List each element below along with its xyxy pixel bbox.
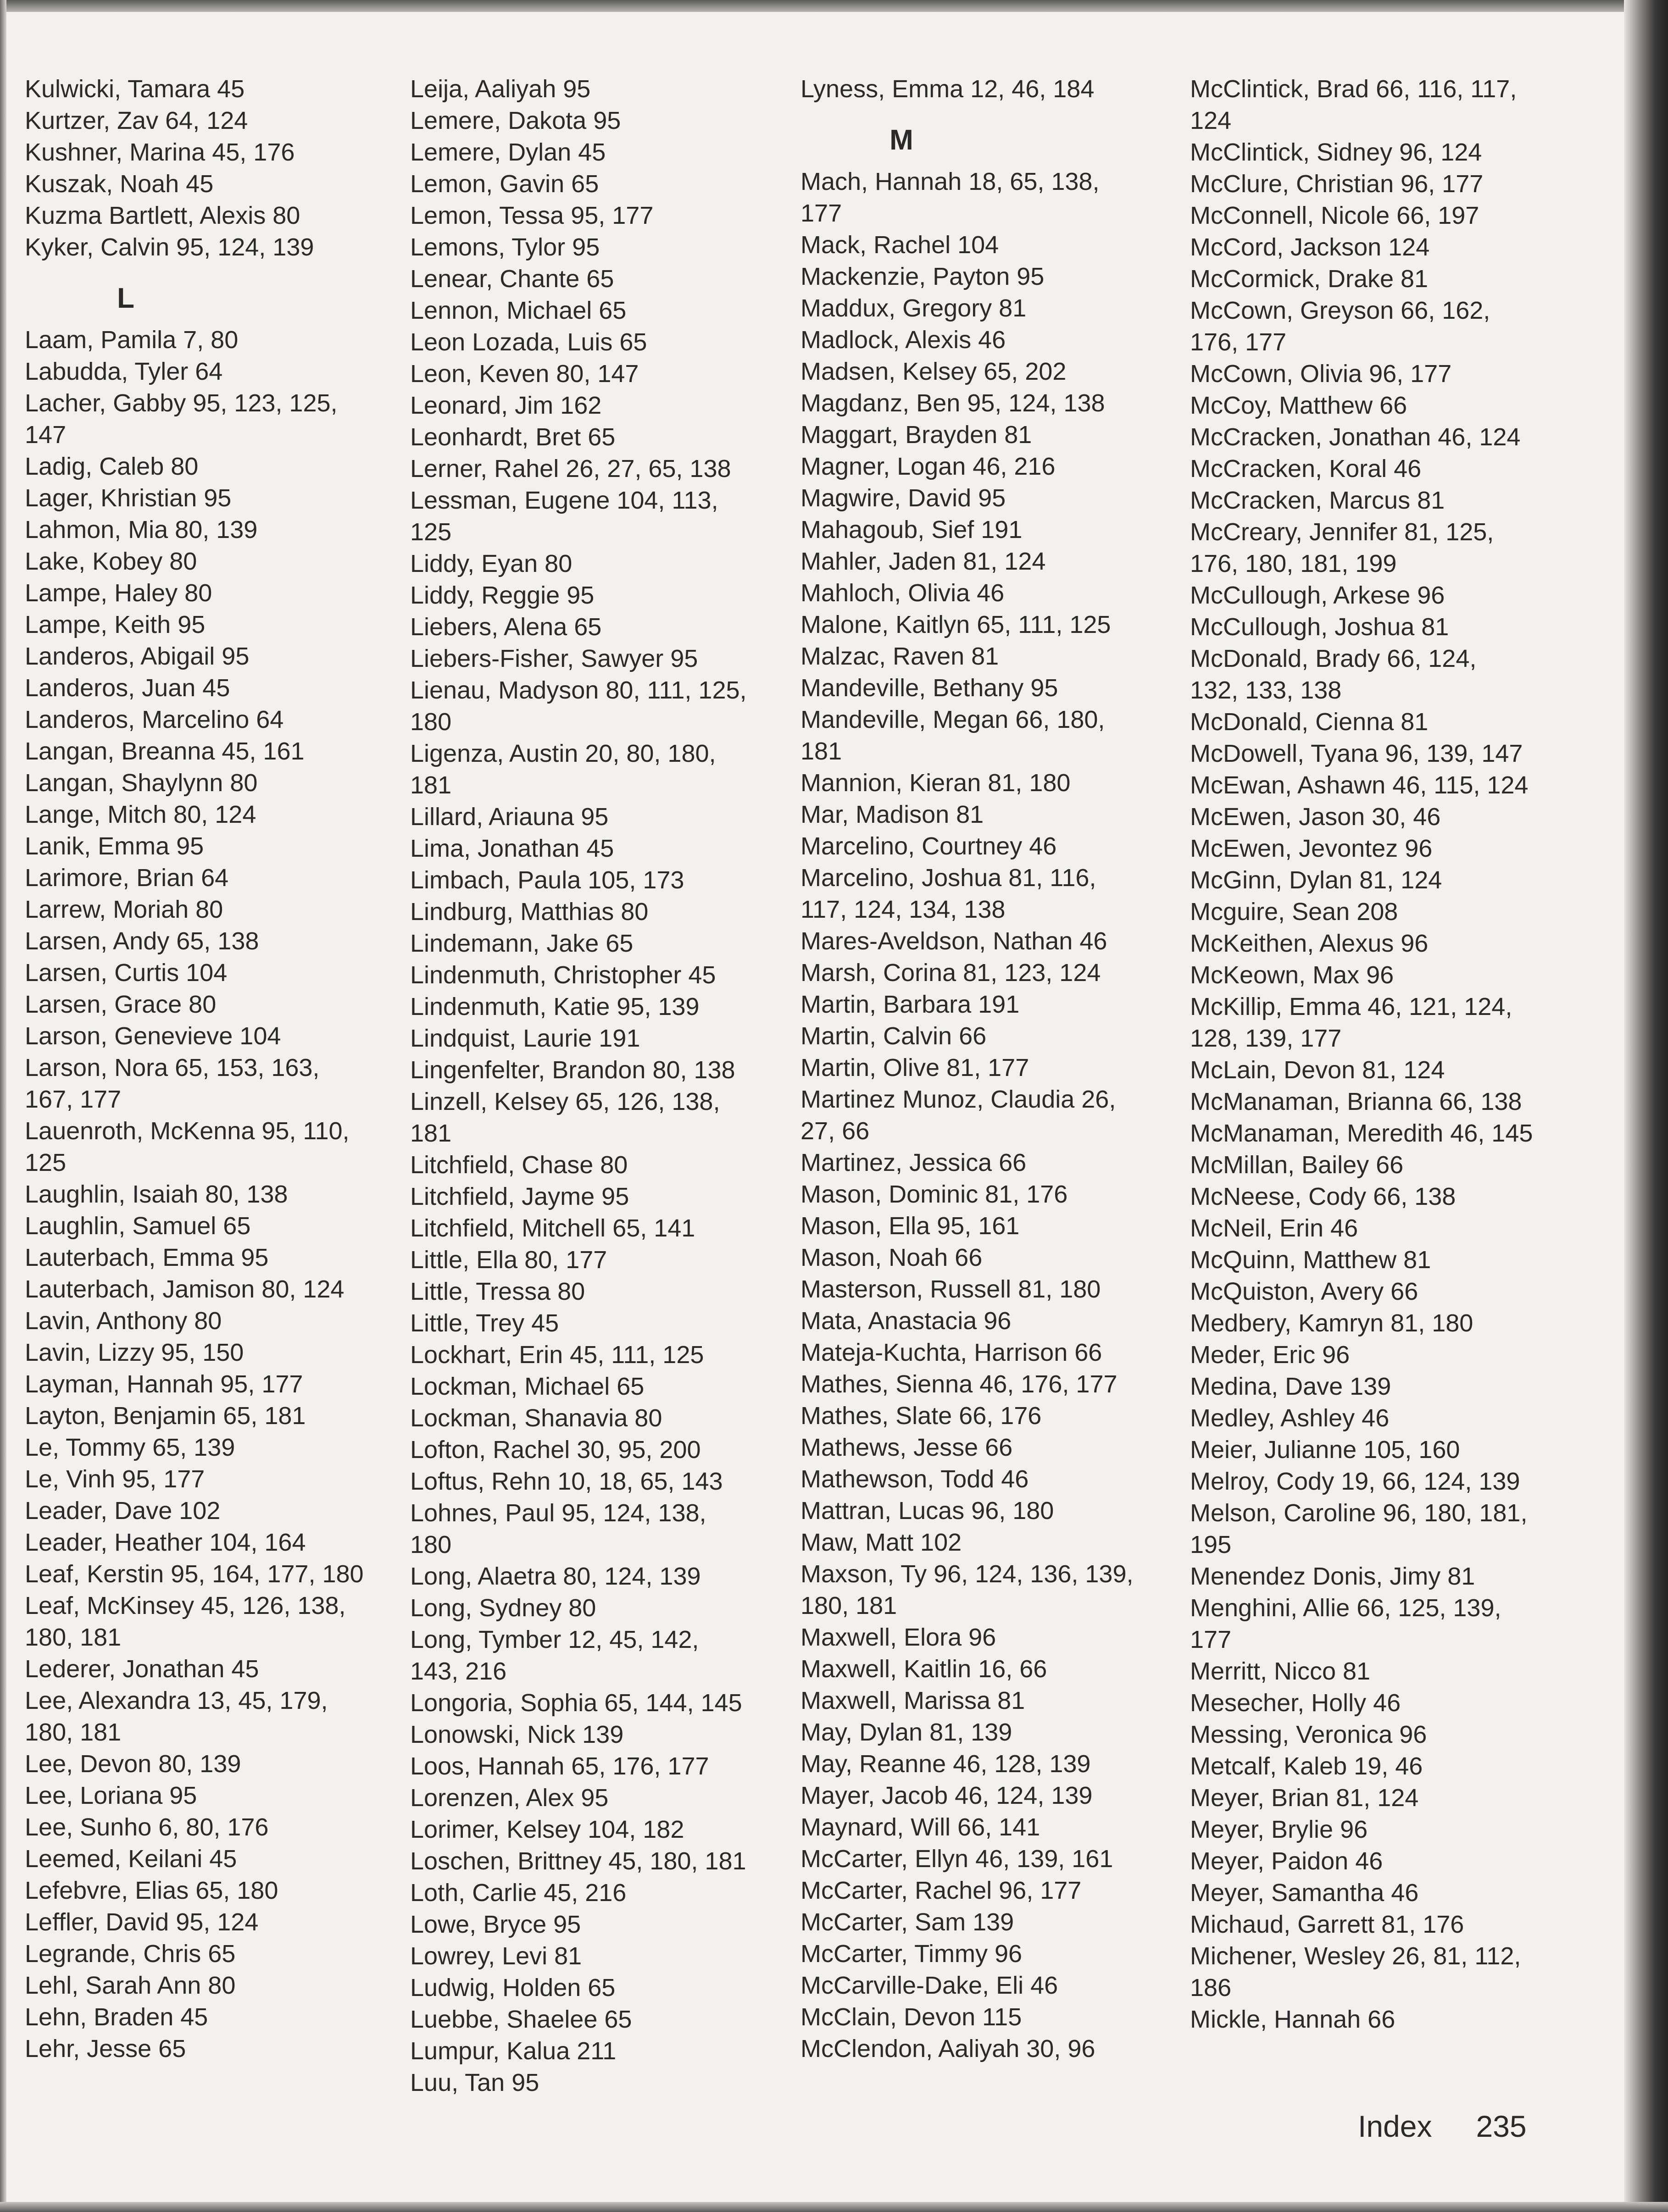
index-entry: Mason, Noah 66 <box>801 1244 983 1271</box>
index-entry: Melroy, Cody 19, 66, 124, 139 <box>1190 1468 1520 1495</box>
index-entry: Mickle, Hannah 66 <box>1190 2006 1396 2033</box>
index-entry: McKeithen, Alexus 96 <box>1190 930 1429 957</box>
index-entry: Loftus, Rehn 10, 18, 65, 143 <box>410 1468 723 1495</box>
index-entry: Mathews, Jesse 66 <box>801 1434 1013 1461</box>
index-entry: McQuinn, Matthew 81 <box>1190 1246 1431 1274</box>
index-entry: Linzell, Kelsey 65, 126, 138, 181 <box>410 1088 720 1147</box>
page-edge-left <box>0 0 6 2212</box>
index-entry: Marsh, Corina 81, 123, 124 <box>801 959 1101 987</box>
index-entry: Meyer, Paidon 46 <box>1190 1847 1383 1875</box>
index-entry: Langan, Breanna 45, 161 <box>25 737 305 765</box>
index-entry: McCullough, Joshua 81 <box>1190 613 1449 641</box>
index-entry: Lingenfelter, Brandon 80, 138 <box>410 1056 735 1084</box>
index-entry: Lemons, Tylor 95 <box>410 233 600 261</box>
index-entry: Lemon, Gavin 65 <box>410 170 599 198</box>
index-entry: McLain, Devon 81, 124 <box>1190 1056 1445 1084</box>
index-entry: Lavin, Anthony 80 <box>25 1307 222 1335</box>
index-entry: Ludwig, Holden 65 <box>410 1974 616 2001</box>
index-entry: Loos, Hannah 65, 176, 177 <box>410 1752 709 1780</box>
index-entry: Merritt, Nicco 81 <box>1190 1658 1371 1685</box>
index-entry: Lederer, Jonathan 45 <box>25 1655 259 1683</box>
index-entry: Le, Vinh 95, 177 <box>25 1465 205 1493</box>
index-entry: Liebers-Fisher, Sawyer 95 <box>410 645 698 672</box>
index-entry: Lowrey, Levi 81 <box>410 1942 582 1970</box>
index-entry: Magner, Logan 46, 216 <box>801 453 1056 480</box>
index-entry: McDowell, Tyana 96, 139, 147 <box>1190 740 1523 767</box>
index-column-1 <box>25 73 383 2065</box>
index-column-3 <box>801 73 1158 2065</box>
index-entry: Lenear, Chante 65 <box>410 265 614 293</box>
index-entry: McCullough, Arkese 96 <box>1190 582 1445 609</box>
index-entry: Lindemann, Jake 65 <box>410 930 634 957</box>
index-entry: Medley, Ashley 46 <box>1190 1404 1390 1432</box>
index-entry: Little, Tressa 80 <box>410 1278 585 1305</box>
index-entry: Mannion, Kieran 81, 180 <box>801 769 1071 797</box>
index-entry: Lennon, Michael 65 <box>410 297 627 324</box>
page-edge-top <box>0 0 1668 12</box>
index-entry: McEwan, Ashawn 46, 115, 124 <box>1190 771 1529 799</box>
index-entry: Mathes, Slate 66, 176 <box>801 1402 1042 1430</box>
index-entry: Metcalf, Kaleb 19, 46 <box>1190 1752 1423 1780</box>
index-entry: Liddy, Reggie 95 <box>410 582 595 609</box>
index-entry: McManaman, Brianna 66, 138 <box>1190 1088 1522 1115</box>
index-entry: Loth, Carlie 45, 216 <box>410 1879 627 1907</box>
index-entry: Leon, Keven 80, 147 <box>410 360 639 388</box>
index-entry: McCarter, Ellyn 46, 139, 161 <box>801 1845 1113 1873</box>
index-entry: Legrande, Chris 65 <box>25 1940 236 1968</box>
index-entry: Larsen, Andy 65, 138 <box>25 927 259 955</box>
index-entry: Martin, Barbara 191 <box>801 991 1020 1018</box>
page-number: 235 <box>1476 2109 1527 2143</box>
index-entry: Kyker, Calvin 95, 124, 139 <box>25 233 314 261</box>
index-entry: Mathewson, Todd 46 <box>801 1465 1029 1493</box>
index-entry: Ladig, Caleb 80 <box>25 453 199 480</box>
index-entry: Leon Lozada, Luis 65 <box>410 328 647 356</box>
index-entry: Maw, Matt 102 <box>801 1529 962 1556</box>
index-entry: Laughlin, Samuel 65 <box>25 1212 251 1240</box>
index-entry: McKeown, Max 96 <box>1190 961 1394 989</box>
index-entry: Lange, Mitch 80, 124 <box>25 801 256 828</box>
index-entry: Kulwicki, Tamara 45 <box>25 75 245 103</box>
index-entry: Maxwell, Kaitlin 16, 66 <box>801 1655 1047 1683</box>
index-entry: Meyer, Brylie 96 <box>1190 1816 1368 1843</box>
index-entry: Medbery, Kamryn 81, 180 <box>1190 1309 1473 1337</box>
index-entry: Lockman, Shanavia 80 <box>410 1404 662 1432</box>
index-entry: McConnell, Nicole 66, 197 <box>1190 202 1479 229</box>
index-entry: McNeese, Cody 66, 138 <box>1190 1183 1456 1210</box>
index-entry: Larimore, Brian 64 <box>25 864 229 892</box>
index-entry: Mahler, Jaden 81, 124 <box>801 548 1046 575</box>
index-entry: Lima, Jonathan 45 <box>410 835 614 862</box>
index-entry: Messing, Veronica 96 <box>1190 1721 1427 1748</box>
index-entry: Lavin, Lizzy 95, 150 <box>25 1339 244 1366</box>
index-entry: McCracken, Marcus 81 <box>1190 487 1445 514</box>
index-entry: Mcguire, Sean 208 <box>1190 898 1398 926</box>
index-entry: Lake, Kobey 80 <box>25 548 197 575</box>
index-entry: Lowe, Bryce 95 <box>410 1911 581 1938</box>
index-entry: Maynard, Will 66, 141 <box>801 1813 1040 1841</box>
index-entry: McNeil, Erin 46 <box>1190 1214 1358 1242</box>
index-entry: Mahloch, Olivia 46 <box>801 579 1005 607</box>
index-entry: Madsen, Kelsey 65, 202 <box>801 358 1067 385</box>
index-entry: McCreary, Jennifer 81, 125, 176, 180, 181, 199 <box>1190 518 1494 577</box>
index-entry: Layton, Benjamin 65, 181 <box>25 1402 306 1430</box>
index-entry: Lockman, Michael 65 <box>410 1373 645 1400</box>
index-entry: Meder, Eric 96 <box>1190 1341 1350 1369</box>
index-entry: Lee, Devon 80, 139 <box>25 1750 241 1778</box>
index-entry: Lee, Alexandra 13, 45, 179, 180, 181 <box>25 1687 328 1746</box>
index-entry: Little, Trey 45 <box>410 1309 559 1337</box>
index-entry: Loschen, Brittney 45, 180, 181 <box>410 1847 746 1875</box>
index-entry: Lampe, Haley 80 <box>25 579 212 607</box>
index-entry: Kurtzer, Zav 64, 124 <box>25 107 248 134</box>
index-column-2 <box>410 73 768 2099</box>
index-entry: Long, Sydney 80 <box>410 1594 596 1622</box>
index-entry: Michaud, Garrett 81, 176 <box>1190 1911 1464 1938</box>
index-column-4 <box>1190 73 1548 2035</box>
index-entry: McGinn, Dylan 81, 124 <box>1190 866 1442 894</box>
index-entry: May, Reanne 46, 128, 139 <box>801 1750 1091 1778</box>
index-entry: Menghini, Allie 66, 125, 139, 177 <box>1190 1594 1501 1653</box>
index-entry: McDonald, Brady 66, 124, 132, 133, 138 <box>1190 645 1477 704</box>
index-entry: Liddy, Eyan 80 <box>410 550 573 577</box>
index-entry: Langan, Shaylynn 80 <box>25 769 258 797</box>
index-entry: Lemere, Dylan 45 <box>410 139 606 166</box>
index-entry: Lillard, Ariauna 95 <box>410 803 609 831</box>
index-entry: Labudda, Tyler 64 <box>25 358 223 385</box>
index-entry: Martin, Olive 81, 177 <box>801 1054 1029 1081</box>
index-entry: Lerner, Rahel 26, 27, 65, 138 <box>410 455 731 482</box>
index-entry: Mahagoub, Sief 191 <box>801 516 1023 543</box>
index-entry: McClendon, Aaliyah 30, 96 <box>801 2035 1095 2062</box>
index-entry: McClintick, Brad 66, 116, 117, 124 <box>1190 75 1517 134</box>
index-entry: McCoy, Matthew 66 <box>1190 392 1407 419</box>
page-edge-bottom <box>0 2202 1668 2212</box>
index-entry: Kuszak, Noah 45 <box>25 170 214 198</box>
index-entry: Meier, Julianne 105, 160 <box>1190 1436 1460 1464</box>
index-entry: Mar, Madison 81 <box>801 801 984 828</box>
index-entry: McClintick, Sidney 96, 124 <box>1190 139 1482 166</box>
index-entry: Layman, Hannah 95, 177 <box>25 1370 303 1398</box>
index-entry: Mach, Hannah 18, 65, 138, 177 <box>801 168 1100 227</box>
index-entry: Martinez, Jessica 66 <box>801 1149 1027 1176</box>
index-entry: Lanik, Emma 95 <box>25 832 204 860</box>
index-entry: Maddux, Gregory 81 <box>801 294 1027 322</box>
index-entry: McEwen, Jevontez 96 <box>1190 835 1433 862</box>
index-entry: Landeros, Juan 45 <box>25 674 230 702</box>
index-entry: Landeros, Abigail 95 <box>25 643 250 670</box>
index-entry: Leaf, Kerstin 95, 164, 177, 180 <box>25 1560 364 1588</box>
index-entry: Lindquist, Laurie 191 <box>410 1025 640 1052</box>
index-entry: Lee, Loriana 95 <box>25 1782 197 1809</box>
index-entry: Litchfield, Jayme 95 <box>410 1183 629 1210</box>
index-entry: Leemed, Keilani 45 <box>25 1845 237 1873</box>
index-entry: Luebbe, Shaelee 65 <box>410 2006 632 2033</box>
index-entry: Long, Alaetra 80, 124, 139 <box>410 1563 701 1590</box>
index-entry: Litchfield, Mitchell 65, 141 <box>410 1214 695 1242</box>
index-entry: Lindenmuth, Christopher 45 <box>410 961 716 989</box>
index-entry: Leaf, McKinsey 45, 126, 138, 180, 181 <box>25 1592 346 1651</box>
index-entry: Ligenza, Austin 20, 80, 180, 181 <box>410 740 716 799</box>
index-entry: Mayer, Jacob 46, 124, 139 <box>801 1782 1093 1809</box>
index-entry: Lemere, Dakota 95 <box>410 107 621 134</box>
index-entry: Marcelino, Courtney 46 <box>801 832 1057 860</box>
index-entry: Mack, Rachel 104 <box>801 231 999 259</box>
index-entry: McQuiston, Avery 66 <box>1190 1278 1418 1305</box>
index-entry: Mesecher, Holly 46 <box>1190 1689 1401 1717</box>
index-entry: Martin, Calvin 66 <box>801 1022 987 1050</box>
index-entry: Lyness, Emma 12, 46, 184 <box>801 75 1095 103</box>
index-entry: Little, Ella 80, 177 <box>410 1246 607 1274</box>
index-entry: McKillip, Emma 46, 121, 124, 128, 139, 177 <box>1190 993 1512 1052</box>
index-entry: Lauenroth, McKenna 95, 110, 125 <box>25 1117 350 1176</box>
index-entry: McManaman, Meredith 46, 145 <box>1190 1120 1533 1147</box>
index-entry: Lee, Sunho 6, 80, 176 <box>25 1813 269 1841</box>
index-entry: Mandeville, Bethany 95 <box>801 674 1058 702</box>
index-entry: Meyer, Samantha 46 <box>1190 1879 1419 1907</box>
index-entry: Lehr, Jesse 65 <box>25 2035 186 2062</box>
index-entry: Mares-Aveldson, Nathan 46 <box>801 927 1107 955</box>
index-entry: Lampe, Keith 95 <box>25 611 206 638</box>
index-entry: Mathes, Sienna 46, 176, 177 <box>801 1370 1118 1398</box>
index-entry: Luu, Tan 95 <box>410 2069 539 2096</box>
index-entry: Lehl, Sarah Ann 80 <box>25 1972 236 1999</box>
index-entry: Long, Tymber 12, 45, 142, 143, 216 <box>410 1626 699 1685</box>
index-entry: Maxwell, Marissa 81 <box>801 1687 1025 1714</box>
index-entry: Lauterbach, Emma 95 <box>25 1244 269 1271</box>
index-entry: Mason, Ella 95, 161 <box>801 1212 1020 1240</box>
index-entry: May, Dylan 81, 139 <box>801 1719 1012 1746</box>
index-entry: McDonald, Cienna 81 <box>1190 708 1429 736</box>
index-entry: Melson, Caroline 96, 180, 181, 195 <box>1190 1499 1528 1558</box>
index-entry: Lefebvre, Elias 65, 180 <box>25 1877 278 1904</box>
index-entry: Longoria, Sophia 65, 144, 145 <box>410 1689 742 1717</box>
index-entry: McCarville-Dake, Eli 46 <box>801 1972 1058 1999</box>
index-entry: Lorimer, Kelsey 104, 182 <box>410 1816 684 1843</box>
index-entry: Larsen, Grace 80 <box>25 991 217 1018</box>
index-entry: McMillan, Bailey 66 <box>1190 1151 1404 1179</box>
index-entry: Mandeville, Megan 66, 180, 181 <box>801 706 1105 765</box>
index-entry: Leija, Aaliyah 95 <box>410 75 591 103</box>
index-entry: McClain, Devon 115 <box>801 2003 1022 2031</box>
index-entry: Larrew, Moriah 80 <box>25 896 223 923</box>
index-entry: Michener, Wesley 26, 81, 112, 186 <box>1190 1942 1521 2001</box>
index-entry: Martinez Munoz, Claudia 26, 27, 66 <box>801 1086 1116 1145</box>
index-entry: Litchfield, Chase 80 <box>410 1151 628 1179</box>
index-entry: Lienau, Madyson 80, 111, 125, 180 <box>410 676 747 736</box>
index-entry: Limbach, Paula 105, 173 <box>410 866 684 894</box>
index-entry: Mateja-Kuchta, Harrison 66 <box>801 1339 1102 1366</box>
index-entry: Lehn, Braden 45 <box>25 2003 208 2031</box>
index-entry: McCracken, Koral 46 <box>1190 455 1422 482</box>
index-entry: McCarter, Rachel 96, 177 <box>801 1877 1082 1904</box>
index-entry: Lockhart, Erin 45, 111, 125 <box>410 1341 704 1369</box>
index-entry: Lager, Khristian 95 <box>25 484 232 512</box>
index-entry: Lonowski, Nick 139 <box>410 1721 624 1748</box>
index-entry: Landeros, Marcelino 64 <box>25 706 284 733</box>
index-entry: Marcelino, Joshua 81, 116, 117, 124, 134, 138 <box>801 864 1096 923</box>
index-entry: Larson, Nora 65, 153, 163, 167, 177 <box>25 1054 320 1113</box>
section-letter-heading: L <box>117 283 134 314</box>
index-entry: Leader, Dave 102 <box>25 1497 221 1525</box>
index-entry: Laughlin, Isaiah 80, 138 <box>25 1181 288 1208</box>
index-entry: Mason, Dominic 81, 176 <box>801 1181 1068 1208</box>
index-entry: Leffler, David 95, 124 <box>25 1908 259 1936</box>
index-entry: Maxson, Ty 96, 124, 136, 139, 180, 181 <box>801 1560 1134 1619</box>
index-entry: Menendez Donis, Jimy 81 <box>1190 1563 1475 1590</box>
index-entry: Meyer, Brian 81, 124 <box>1190 1784 1419 1812</box>
index-entry: Mackenzie, Payton 95 <box>801 263 1045 290</box>
index-entry: Leonard, Jim 162 <box>410 392 602 419</box>
index-entry: Lohnes, Paul 95, 124, 138, 180 <box>410 1499 706 1558</box>
index-entry: McCormick, Drake 81 <box>1190 265 1429 293</box>
section-letter-heading: M <box>890 124 913 156</box>
book-spine-shadow <box>1624 0 1668 2212</box>
index-entry: Liebers, Alena 65 <box>410 613 602 641</box>
index-entry: Lofton, Rachel 30, 95, 200 <box>410 1436 701 1464</box>
index-entry: Masterson, Russell 81, 180 <box>801 1275 1101 1303</box>
index-entry: McCarter, Sam 139 <box>801 1908 1014 1936</box>
index-entry: Magdanz, Ben 95, 124, 138 <box>801 389 1105 417</box>
index-entry: Lacher, Gabby 95, 123, 125, 147 <box>25 389 338 449</box>
index-entry: McCown, Greyson 66, 162, 176, 177 <box>1190 297 1490 356</box>
index-entry: Lumpur, Kalua 211 <box>410 2037 617 2065</box>
index-entry: Larsen, Curtis 104 <box>25 959 228 987</box>
index-entry: Leonhardt, Bret 65 <box>410 423 616 451</box>
index-entry: Kuzma Bartlett, Alexis 80 <box>25 202 300 229</box>
index-entry: Lemon, Tessa 95, 177 <box>410 202 654 229</box>
index-entry: Mattran, Lucas 96, 180 <box>801 1497 1054 1525</box>
index-entry: Malzac, Raven 81 <box>801 643 999 670</box>
index-entry: Lauterbach, Jamison 80, 124 <box>25 1275 345 1303</box>
index-entry: Kushner, Marina 45, 176 <box>25 139 295 166</box>
index-entry: Maggart, Brayden 81 <box>801 421 1032 449</box>
index-entry: Medina, Dave 139 <box>1190 1373 1391 1400</box>
index-entry: McClure, Christian 96, 177 <box>1190 170 1484 198</box>
index-entry: Maxwell, Elora 96 <box>801 1624 996 1651</box>
index-entry: Malone, Kaitlyn 65, 111, 125 <box>801 611 1111 638</box>
index-entry: McCown, Olivia 96, 177 <box>1190 360 1452 388</box>
index-entry: McEwen, Jason 30, 46 <box>1190 803 1441 831</box>
index-entry: Lorenzen, Alex 95 <box>410 1784 609 1812</box>
footer-section-label: Index <box>1358 2109 1432 2143</box>
index-entry: McCarter, Timmy 96 <box>801 1940 1023 1968</box>
index-entry: Laam, Pamila 7, 80 <box>25 326 239 354</box>
index-entry: Lindenmuth, Katie 95, 139 <box>410 993 700 1020</box>
index-entry: McCord, Jackson 124 <box>1190 233 1430 261</box>
index-entry: McCracken, Jonathan 46, 124 <box>1190 423 1521 451</box>
index-entry: Le, Tommy 65, 139 <box>25 1434 235 1461</box>
index-entry: Lessman, Eugene 104, 113, 125 <box>410 487 718 546</box>
index-entry: Madlock, Alexis 46 <box>801 326 1006 354</box>
index-entry: Leader, Heather 104, 164 <box>25 1529 306 1556</box>
index-entry: Larson, Genevieve 104 <box>25 1022 281 1050</box>
page-footer <box>1358 2109 1527 2144</box>
index-entry: Lahmon, Mia 80, 139 <box>25 516 258 543</box>
index-entry: Lindburg, Matthias 80 <box>410 898 649 926</box>
index-entry: Magwire, David 95 <box>801 484 1006 512</box>
index-entry: Mata, Anastacia 96 <box>801 1307 1012 1335</box>
